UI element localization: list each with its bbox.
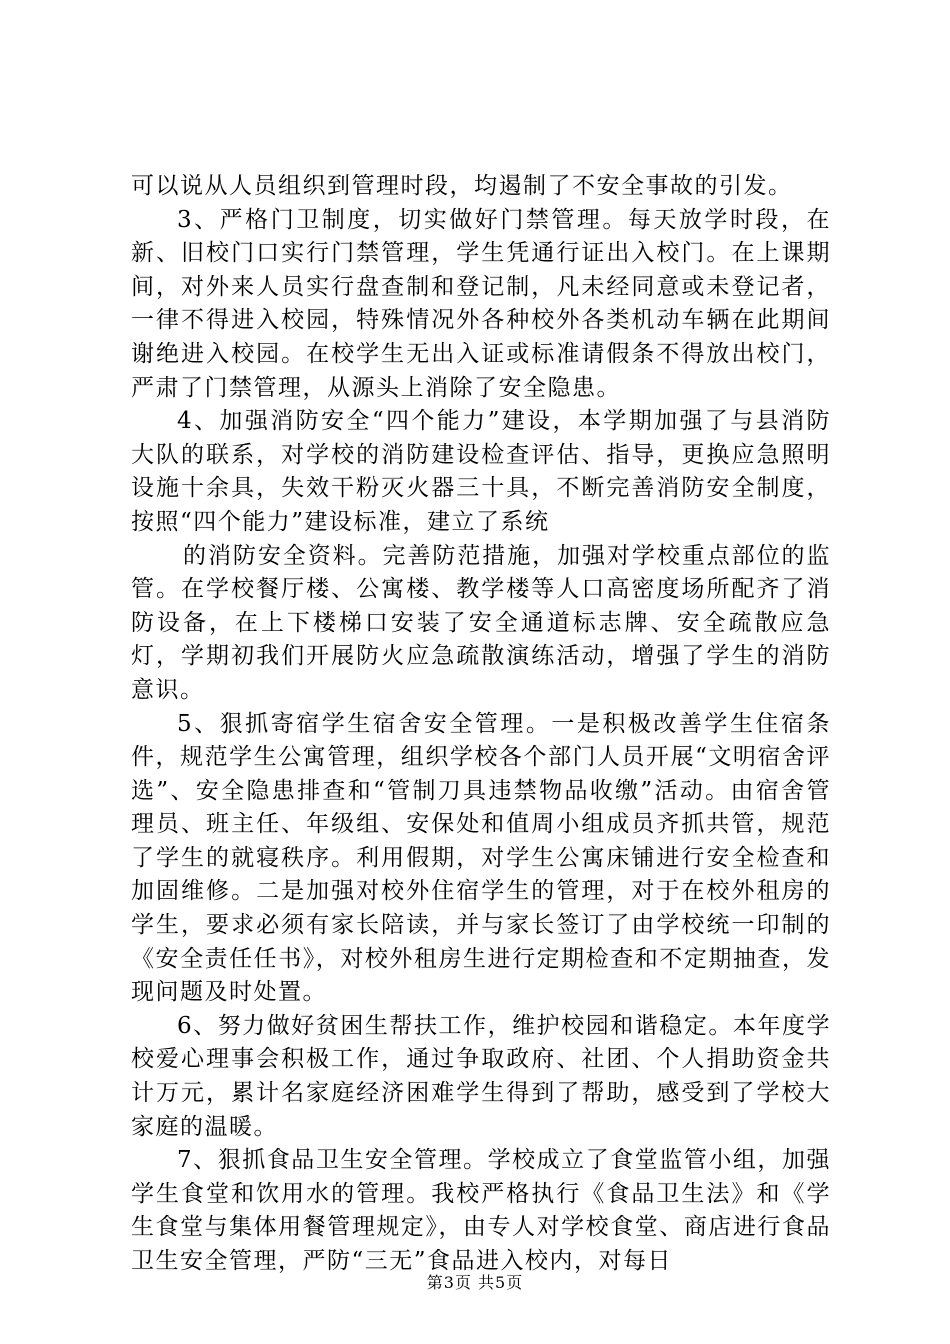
paragraph-continuation: 可以说从人员组织到管理时段，均遏制了不安全事故的引发。	[131, 173, 793, 199]
paragraph-item-5-dormitory-safety: 5、狠抓寄宿学生宿舍安全管理。一是积极改善学生住宿条件，规范学生公寓管理，组织学校各个部门人员开展“文明宿舍评选”、安全隐患排查和“管制刀具违禁物品收缴”活动。由宿舍管理员、班主任、年级组、安保处和值周小组成员齐抓共管，规范了学生的就寝秩序。利用假期，对学生公寓床铺进行安全检查和加固维修。二是加强对校外住宿学生的管理，对于在校外租房的学生，要求必须有家长陪读，并与家长签订了由学校统一印制的《安全责任任书》，对校外租房生进行定期检查和不定期抽查，发现问题及时处置。	[131, 710, 831, 1006]
document-body	[131, 170, 831, 1279]
paragraph-item-3-gate-management: 3、严格门卫制度，切实做好门禁管理。每天放学时段，在新、旧校门口实行门禁管理，学生凭通行证出入校门。在上课期间，对外来人员实行盘查制和登记制，凡未经同意或未登记者，一律不得进入校园，特殊情况外各种校外各类机动车辆在此期间谢绝进入校园。在校学生无出入证或标准请假条不得放出校门，严肃了门禁管理，从源头上消除了安全隐患。	[131, 206, 831, 401]
paragraph-item-7-food-safety: 7、狠抓食品卫生安全管理。学校成立了食堂监管小组，加强学生食堂和饮用水的管理。我校严格执行《食品卫生法》和《学生食堂与集体用餐管理规定》，由专人对学校食堂、商店进行食品卫生安全管理，严防“三无”食品进入校内，对每日	[131, 1147, 831, 1274]
page-number-footer: 第3页 共5页	[426, 1273, 524, 1292]
paragraph-item-4-fire-safety: 4、加强消防安全“四个能力”建设，本学期加强了与县消防大队的联系，对学校的消防建设检查评估、指导，更换应急照明设施十余具，失效干粉灭火器三十具，不断完善消防安全制度，按照“四个能力”建设标准，建立了系统	[131, 408, 831, 535]
paragraph-fire-safety-continued: 的消防安全资料。完善防范措施，加强对学校重点部位的监管。在学校餐厅楼、公寓楼、教学楼等人口高密度场所配齐了消防设备，在上下楼梯口安装了安全通道标志牌、安全疏散应急灯，学期初我们开展防火应急疏散演练活动，增强了学生的消防意识。	[131, 542, 831, 703]
paragraph-item-6-student-aid: 6、努力做好贫困生帮扶工作，维护校园和谐稳定。本年度学校爱心理事会积极工作，通过争取政府、社团、个人捐助资金共计万元，累计名家庭经济困难学生得到了帮助，感受到了学校大家庭的温暖。	[131, 1012, 831, 1140]
